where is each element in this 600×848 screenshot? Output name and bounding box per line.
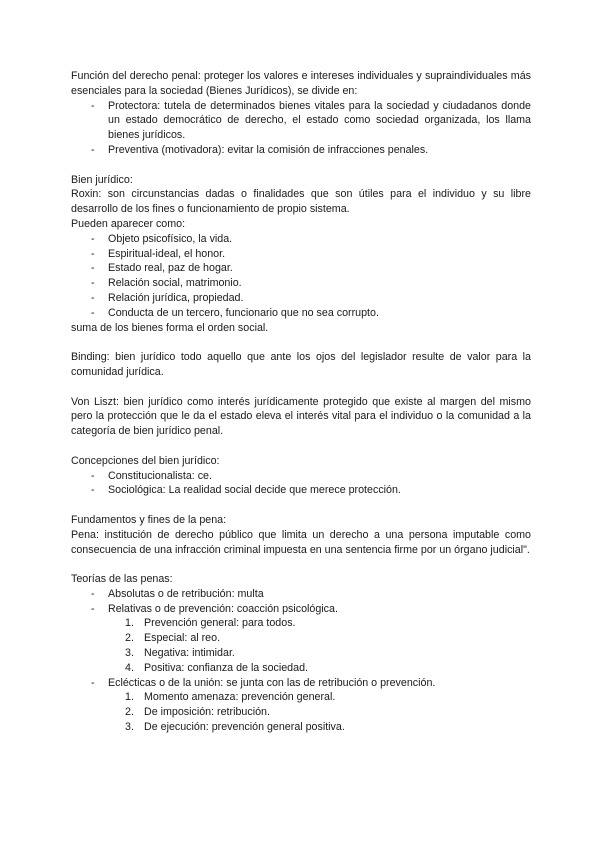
bien-juridico-heading: Bien jurídico: — [71, 173, 133, 186]
numbered-item — [107, 646, 531, 661]
list-item: - Absolutas o de retribución: multa — [71, 587, 531, 602]
numbered-item — [107, 631, 531, 646]
teorias-heading: Teorías de las penas: — [71, 573, 173, 586]
binding-paragraph: Binding: bien jurídico todo aquello que ante los ojos del legislador resulte de valor para la comunidad jurídica. — [71, 351, 531, 378]
list-item: - Estado real, paz de hogar. — [71, 261, 531, 276]
list-item: - Conducta de un tercero, funcionario que no sea corrupto. — [71, 306, 531, 321]
numbered-item — [107, 720, 531, 735]
roxin-paragraph: Roxin: son circunstancias dadas o finalidades que son útiles para el individuo y su libre desarrollo de los fines o funcionamiento de propio sistema. — [71, 188, 531, 216]
item-number: 1. — [125, 691, 134, 704]
item-text: Positiva: confianza de la sociedad. — [144, 661, 308, 674]
document-body — [71, 69, 531, 735]
list-item: - Espiritual-ideal, el honor. — [71, 247, 531, 262]
item-text: Especial: al reo. — [144, 632, 221, 645]
pena-paragraph: Pena: institución de derecho público que limita un derecho a una persona imputable como consecuencia de una infracción criminal impuesta en una sentencia firme por un órgano judicial". — [71, 528, 531, 556]
list-item: - Relación jurídica, propiedad. — [71, 291, 531, 306]
numbered-item — [107, 690, 531, 705]
list-item: - Protectora: tutela de determinados bienes vitales para la sociedad y ciudadanos donde un estado democrático de derecho, el estado como sociedad organizada, los llama bienes jurídicos. — [71, 99, 531, 143]
von-liszt-paragraph: Von Liszt: bien jurídico como interés jurídicamente protegido que existe al margen del mismo pero la protección que le da el estado eleva el interés vital para el individuo o la comunidad a la categoría de bien jurídico penal. — [71, 395, 531, 438]
teorias-list-continued — [71, 676, 531, 691]
item-number: 3. — [125, 721, 134, 734]
item-text: De ejecución: prevención general positiva. — [144, 721, 345, 734]
item-number: 1. — [125, 617, 134, 630]
list-item: - Objeto psicofísico, la vida. — [71, 232, 531, 247]
orden-social-line: suma de los bienes forma el orden social. — [71, 321, 269, 334]
bien-juridico-list — [71, 232, 531, 321]
numbered-item — [107, 616, 531, 631]
item-number: 2. — [125, 706, 134, 719]
list-item: - Preventiva (motivadora): evitar la comisión de infracciones penales. — [71, 143, 531, 158]
funcion-list — [71, 99, 531, 158]
eclecticas-sublist — [71, 690, 531, 734]
list-item: - Relativas o de prevención: coacción psicológica. — [71, 602, 531, 617]
numbered-item — [107, 705, 531, 720]
item-text: Prevención general: para todos. — [144, 617, 296, 630]
teorias-list — [71, 587, 531, 617]
concepciones-heading: Concepciones del bien jurídico: — [71, 454, 220, 467]
relativas-sublist — [71, 616, 531, 675]
list-item: - Eclécticas o de la unión: se junta con las de retribución o prevención. — [71, 676, 531, 691]
list-item: - Relación social, matrimonio. — [71, 276, 531, 291]
concepciones-list — [71, 469, 531, 499]
numbered-item — [107, 661, 531, 676]
item-text: Negativa: intimidar. — [144, 647, 235, 660]
item-text: Momento amenaza: prevención general. — [144, 691, 336, 704]
list-item: - Constitucionalista: ce. — [71, 469, 531, 484]
funcion-derecho-penal-paragraph: Función del derecho penal: proteger los valores e intereses individuales y supraindividuales más esenciales para la sociedad (Bienes Jurídicos), se divide en: — [71, 70, 531, 97]
item-number: 3. — [125, 647, 134, 660]
list-item: - Sociológica: La realidad social decide que merece protección. — [71, 483, 531, 498]
item-number: 2. — [125, 632, 134, 645]
item-text: De imposición: retribución. — [144, 706, 270, 719]
fundamentos-heading: Fundamentos y fines de la pena: — [71, 513, 227, 526]
item-number: 4. — [125, 661, 134, 674]
pueden-aparecer-lead: Pueden aparecer como: — [71, 217, 186, 230]
